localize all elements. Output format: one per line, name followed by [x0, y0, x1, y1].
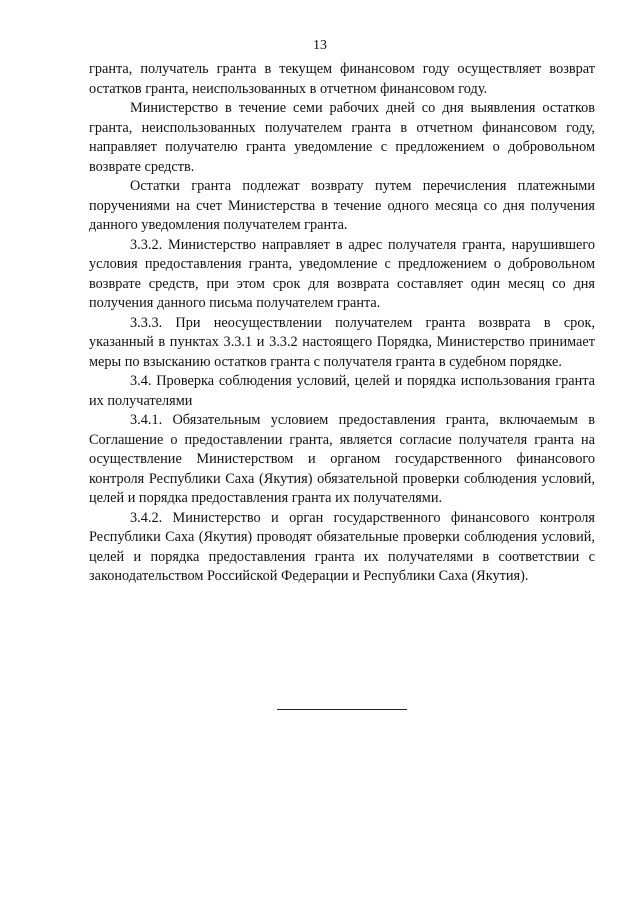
paragraph-3-3-3: 3.3.3. При неосуществлении получателем гранта возврата в срок, указанный в пунктах 3.3.1 и 3.3.2 настоящего Порядка, Министерство принимает меры по взысканию остатков гранта с получателя гранта в судебном порядке.	[89, 314, 595, 370]
paragraph-notification: Министерство в течение семи рабочих дней со дня выявления остатков гранта, неиспользованных получателем гранта в отчетном финансовом году, направляет получателю гранта уведомление с предложением о добровольном возврате средств.	[89, 100, 595, 175]
paragraph-continuation: гранта, получатель гранта в текущем финансовом году осуществляет возврат остатков гранта, неиспользованных в отчетном финансовом году.	[89, 61, 595, 97]
paragraph-remainder-return: Остатки гранта подлежат возврату путем перечисления платежными поручениями на счет Министерства в течение одного месяца со дня получения данного уведомления получателем гранта.	[89, 178, 595, 233]
paragraph-3-3-2: 3.3.2. Министерство направляет в адрес получателя гранта, нарушившего условия предоставления гранта, уведомление с предложением о добровольном возврате средств, при этом срок для возврата составляет один месяц со дня получения данного письма получателем гранта.	[89, 236, 595, 311]
document-body	[89, 60, 595, 587]
paragraph-3-4-2: 3.4.2. Министерство и орган государственного финансового контроля Республики Саха (Якутия) проводят обязательные проверки соблюдения условий, целей и порядка предоставления гранта их получателями в соответствии с законодательством Российской Федерации и Республики Саха (Якутия).	[89, 509, 595, 584]
section-heading-3-4: 3.4. Проверка соблюдения условий, целей и порядка использования гранта их получателями	[89, 373, 595, 409]
closing-divider-line	[277, 709, 407, 710]
page-number: 13	[313, 38, 327, 53]
paragraph-3-4-1: 3.4.1. Обязательным условием предоставления гранта, включаемым в Соглашение о предоставлении гранта, является согласие получателя гранта на осуществление Министерством и органом государственного финансового контроля Республики Саха (Якутия) обязательной проверки соблюдения условий, целей и порядка предоставления гранта их получателями.	[89, 412, 595, 506]
